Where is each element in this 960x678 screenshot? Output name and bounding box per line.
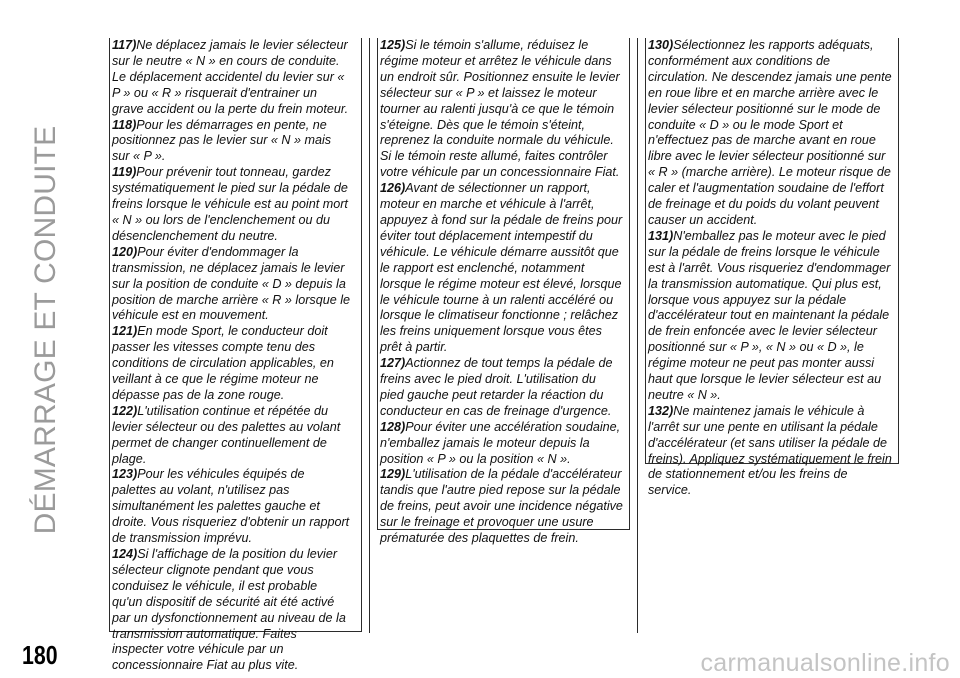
note-123 (109, 467, 354, 547)
note-number: 127) (380, 356, 406, 371)
note-number: 125) (380, 38, 406, 52)
note-128 (377, 420, 626, 468)
note-120 (109, 245, 354, 325)
note-number: 130) (648, 38, 674, 52)
note-number: 132) (648, 403, 674, 418)
column-divider (637, 38, 638, 633)
note-130 (645, 38, 895, 229)
note-text: Si l'affichage de la position du levier sélecteur clignote pendant que vous conduisez le véhicule, il est probable qu'un dispositif de sécurité ait été activé par un dysfonctionnement au niveau de la transmission automatique. Faites inspecter votre véhicule par un concessionnaire Fiat au plus vite. (112, 547, 346, 673)
note-124 (109, 547, 354, 674)
note-text: En mode Sport, le conducteur doit passer les vitesses compte tenu des conditions de circulation applicables, en veillant à ce que le régime moteur ne dépasse pas de la zone rouge. (112, 324, 334, 402)
note-117 (109, 38, 354, 118)
note-number: 128) (380, 419, 406, 434)
note-number: 131) (648, 228, 674, 243)
note-text: L'utilisation continue et répétée du levier sélecteur ou des palettes au volant permet de changer continuellement de plage. (112, 403, 341, 466)
note-119 (109, 165, 354, 245)
note-number: 117) (112, 38, 137, 52)
note-text: Ne déplacez jamais le levier sélecteur sur le neutre « N » en cours de conduite. Le déplacement accidentel du levier sur « P » ou « R » risquerait d'entrainer un grave accident ou la perte du frein moteur. (112, 38, 349, 116)
section-title: DÉMARRAGE ET CONDUITE (29, 125, 62, 535)
note-number: 124) (112, 547, 138, 561)
note-text: Avant de sélectionner un rapport, moteur en marche et véhicule à l'arrêt, appuyez à fond sur la pédale de freins pour éviter tout déplacement intempestif du véhicule. Le véhicule démarre aussitôt que le rapport est enclenché, notamment lorsque le régime moteur est élevé, lorsque le véhicule tourne à un ralenti accéléré ou lorsque le climatiseur fonctionne ; relâchez les freins uniquement lorsque vous êtes prêt à partir. (380, 181, 623, 355)
note-text: Pour éviter d'endommager la transmission, ne déplacez jamais le levier sur la position de conduite « D » depuis la position de marche arrière « R » lorsque le véhicule est en mouvement. (112, 244, 351, 323)
note-text: Sélectionnez les rapports adéquats, conformément aux conditions de circulation. Ne descendez jamais une pente en roue libre et en marche arrière avec le levier sélecteur positionné sur le mode de conduite « D » ou le mode Sport et n'effectuez pas de marche avant en roue libre avec le levier sélecteur positionné sur « R » (marche arrière). Le moteur risque de caler et l'augmentation soudaine de l'effort de freinage et du poids du volant peuvent causer un accident. (648, 38, 892, 227)
notes-column-1 (109, 38, 354, 674)
note-126 (377, 181, 626, 356)
note-118 (109, 118, 354, 166)
note-121 (109, 324, 354, 404)
note-text: Pour éviter une accélération soudaine, n'emballez jamais le moteur depuis la position « P » ou la position « N ». (380, 419, 621, 466)
note-131 (645, 229, 895, 404)
notes-column-2 (377, 38, 626, 547)
note-text: N'emballez pas le moteur avec le pied sur la pédale de freins lorsque le véhicule est à l'arrêt. Vous risqueriez d'endommager la transmission automatique. Qui plus est, lorsque vous appuyez sur la pédale d'accélérateur tout en maintenant la pédale de frein enfoncée avec le levier sélecteur positionné sur « P », « N » ou « D », le régime moteur ne peut pas monter aussi haut que lorsque le levier sélecteur est au neutre « N ». (648, 228, 891, 402)
note-127 (377, 356, 626, 420)
note-122 (109, 404, 354, 468)
watermark: carmanualsonline.info (700, 649, 950, 677)
note-number: 122) (112, 403, 138, 418)
note-number: 123) (112, 467, 138, 482)
notes-column-3 (645, 38, 895, 499)
note-text: Ne maintenez jamais le véhicule à l'arrêt sur une pente en utilisant la pédale d'accélérateur (et sans utiliser la pédale de freins). Appliquez systématiquement le frein de stationnement et/ou les freins de service. (648, 403, 892, 498)
note-text: Actionnez de tout temps la pédale de freins avec le pied droit. L'utilisation du pied gauche peut retarder la réaction du conducteur en cas de freinage d'urgence. (380, 356, 613, 418)
note-text: Pour les véhicules équipés de palettes au volant, n'utilisez pas simultanément les palettes gauche et droite. Vous risqueriez d'obtenir un rapport de transmission imprévu. (112, 467, 350, 546)
note-129 (377, 467, 626, 547)
note-number: 121) (112, 324, 138, 339)
note-text: Si le témoin s'allume, réduisez le régime moteur et arrêtez le véhicule dans un endroit sûr. Positionnez ensuite le levier sélecteur sur « P » et laissez le moteur tourner au ralenti jusqu'à ce que le témoin s'éteigne. Dès que le témoin s'éteint, reprenez la conduite normale du véhicule. Si le témoin reste allumé, faites contrôler votre véhicule par un concessionnaire Fiat. (380, 38, 620, 180)
note-number: 129) (380, 467, 406, 482)
note-132 (645, 404, 895, 499)
note-number: 126) (380, 181, 406, 196)
column-divider (369, 38, 370, 633)
note-text: Pour prévenir tout tonneau, gardez systématiquement le pied sur la pédale de freins lorsque le véhicule est au point mort « N » ou lors de l'enclenchement ou du désenclenchement du neutre. (112, 165, 348, 243)
note-number: 120) (112, 244, 138, 259)
note-number: 119) (112, 165, 137, 180)
note-text: L'utilisation de la pédale d'accélérateur tandis que l'autre pied repose sur la pédale de freins, peut avoir une incidence négative sur le freinage et provoquer une usure prématurée des plaquettes de frein. (380, 467, 623, 546)
note-number: 118) (112, 117, 137, 132)
note-text: Pour les démarrages en pente, ne positionnez pas le levier sur « N » mais sur « P ». (112, 117, 332, 164)
note-125 (377, 38, 626, 181)
page-number: 180 (22, 640, 58, 670)
